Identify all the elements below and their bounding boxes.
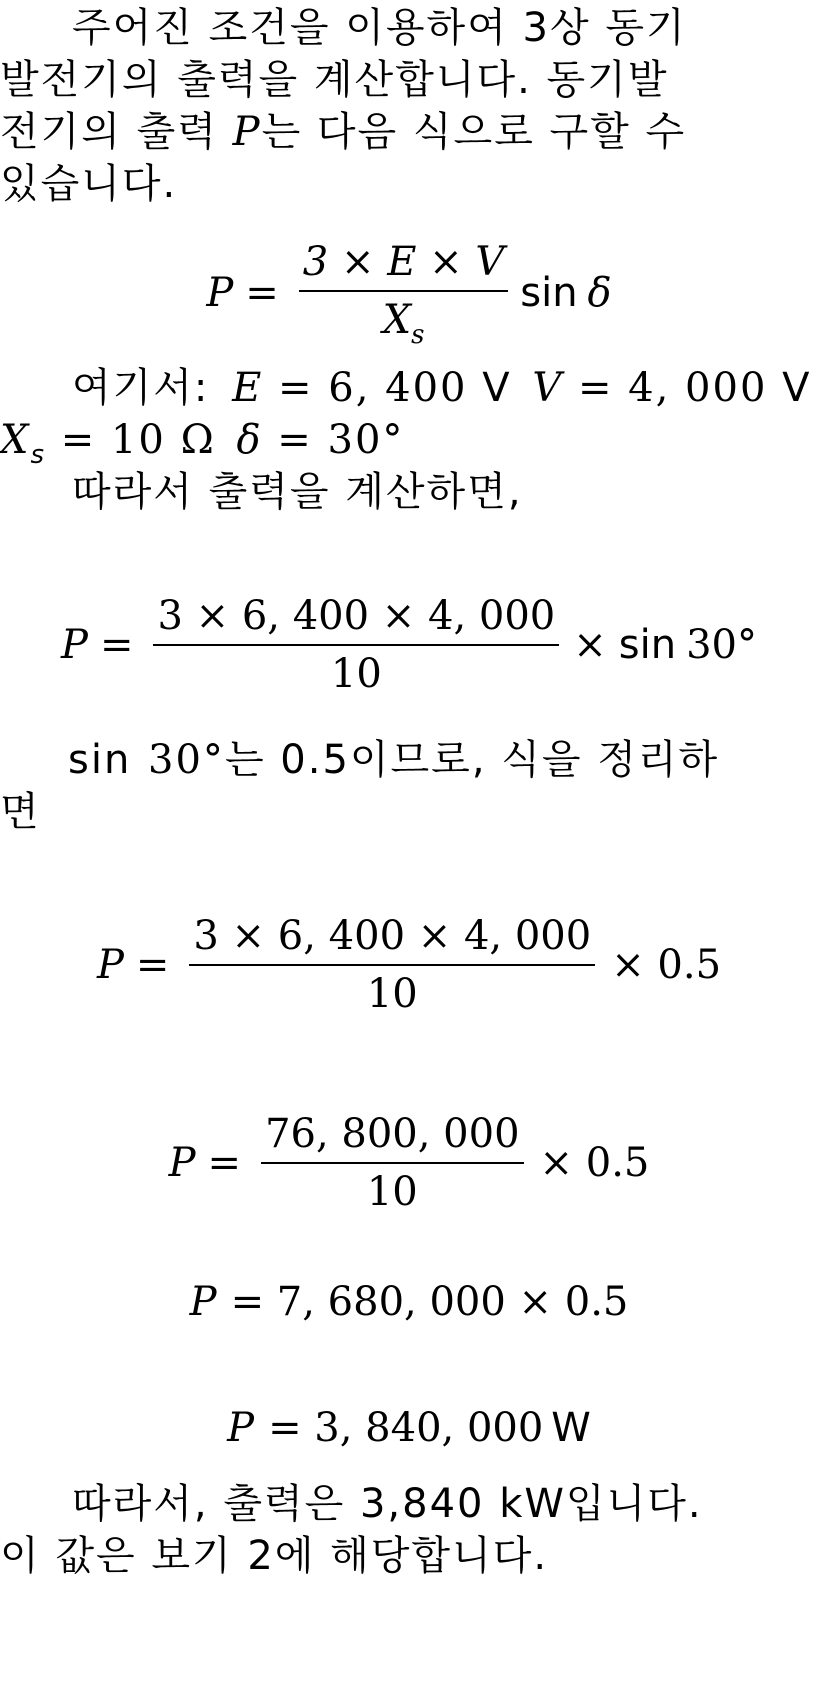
intro-line-1: 주어진 조건을 이용하여 3상 동기	[72, 5, 687, 51]
eq3-lhs: P	[96, 942, 124, 988]
equation-substituted	[0, 590, 818, 700]
eq1-den-var: X	[382, 296, 412, 343]
eq1-sin: sin	[520, 270, 578, 316]
eq1-fraction	[299, 238, 508, 350]
eq5-rhs: = 7, 680, 000 × 0.5	[230, 1279, 629, 1325]
given-V-var: V	[532, 365, 564, 411]
eq1-den-sub: s	[411, 319, 425, 350]
given-Xs-sub: s	[30, 440, 47, 470]
intro-line-3-text-a: 전기의 출력	[0, 109, 233, 155]
given-V-value: = 4, 000	[577, 365, 768, 411]
given-line-1	[0, 362, 814, 414]
step2-sin: sin	[68, 737, 132, 783]
given-E-var: E	[232, 365, 264, 411]
eq2-fraction	[153, 594, 559, 696]
eq3-equals: =	[135, 942, 170, 988]
eq2-equals: =	[99, 622, 134, 668]
intro-power-variable: P	[232, 109, 262, 155]
eq3-numerator: 3 × 6, 400 × 4, 000	[189, 914, 595, 966]
given-Xs-var: X	[0, 417, 31, 463]
given-delta-value: = 30°	[277, 417, 405, 463]
eq2-sin: sin	[618, 622, 677, 668]
equation-result	[0, 1398, 818, 1458]
eq2-numerator: 3 × 6, 400 × 4, 000	[153, 594, 559, 646]
conclusion-line-1: 따라서, 출력은 3,840 kW입니다.	[72, 1481, 703, 1527]
given-E-unit: V	[482, 365, 512, 411]
eq3-denominator: 10	[366, 971, 418, 1017]
given-line-2	[0, 414, 814, 471]
given-Xs-value: = 10 Ω	[60, 417, 216, 463]
intro-line-4: 있습니다.	[0, 161, 178, 207]
eq4-lhs: P	[168, 1140, 196, 1186]
step-text-2-line-1	[0, 734, 814, 786]
step-text-1: 따라서 출력을 계산하면,	[72, 469, 523, 515]
eq2-denominator: 10	[330, 651, 382, 697]
eq4-denominator: 10	[366, 1169, 418, 1215]
eq2-angle: 30°	[686, 622, 757, 668]
eq3-fraction	[189, 914, 595, 1016]
given-label: 여기서:	[72, 365, 210, 411]
eq1-denominator	[382, 292, 425, 350]
eq2-lhs: P	[61, 622, 88, 668]
intro-line-2: 발전기의 출력을 계산합니다. 동기발	[0, 57, 669, 103]
eq1-equals: =	[245, 270, 279, 316]
equation-divided	[0, 1272, 818, 1332]
step-text-2-line-2: 면	[0, 789, 41, 835]
eq6-unit: W	[551, 1405, 591, 1451]
eq1-delta: δ	[587, 270, 612, 316]
conclusion-line-2: 이 값은 보기 2에 해당합니다.	[0, 1533, 549, 1579]
step2-text: 는 0.5이므로, 식을 정리하	[224, 737, 720, 783]
eq6-rhs: = 3, 840, 000	[268, 1405, 544, 1451]
eq4-tail: × 0.5	[539, 1140, 650, 1186]
equation-multiplied	[0, 1108, 818, 1218]
eq6-lhs: P	[227, 1405, 255, 1451]
intro-line-3	[0, 106, 814, 158]
given-E-value: = 6, 400	[278, 365, 468, 411]
eq1-lhs: P	[206, 270, 234, 316]
given-V-unit: V	[782, 365, 812, 411]
intro-line-3-text-b: 는 다음 식으로 구할 수	[261, 109, 687, 155]
eq1-numerator: 3 × E × V	[299, 240, 508, 292]
eq4-fraction	[261, 1112, 523, 1214]
eq5-lhs: P	[189, 1279, 217, 1325]
eq3-tail: × 0.5	[611, 942, 722, 988]
equation-general-formula	[0, 238, 818, 348]
eq4-numerator: 76, 800, 000	[261, 1112, 523, 1164]
eq2-times: ×	[573, 622, 607, 668]
equation-sine-replaced	[0, 910, 818, 1020]
step2-angle: 30°	[148, 737, 225, 783]
eq4-equals: =	[207, 1140, 242, 1186]
given-delta-var: δ	[236, 417, 263, 463]
